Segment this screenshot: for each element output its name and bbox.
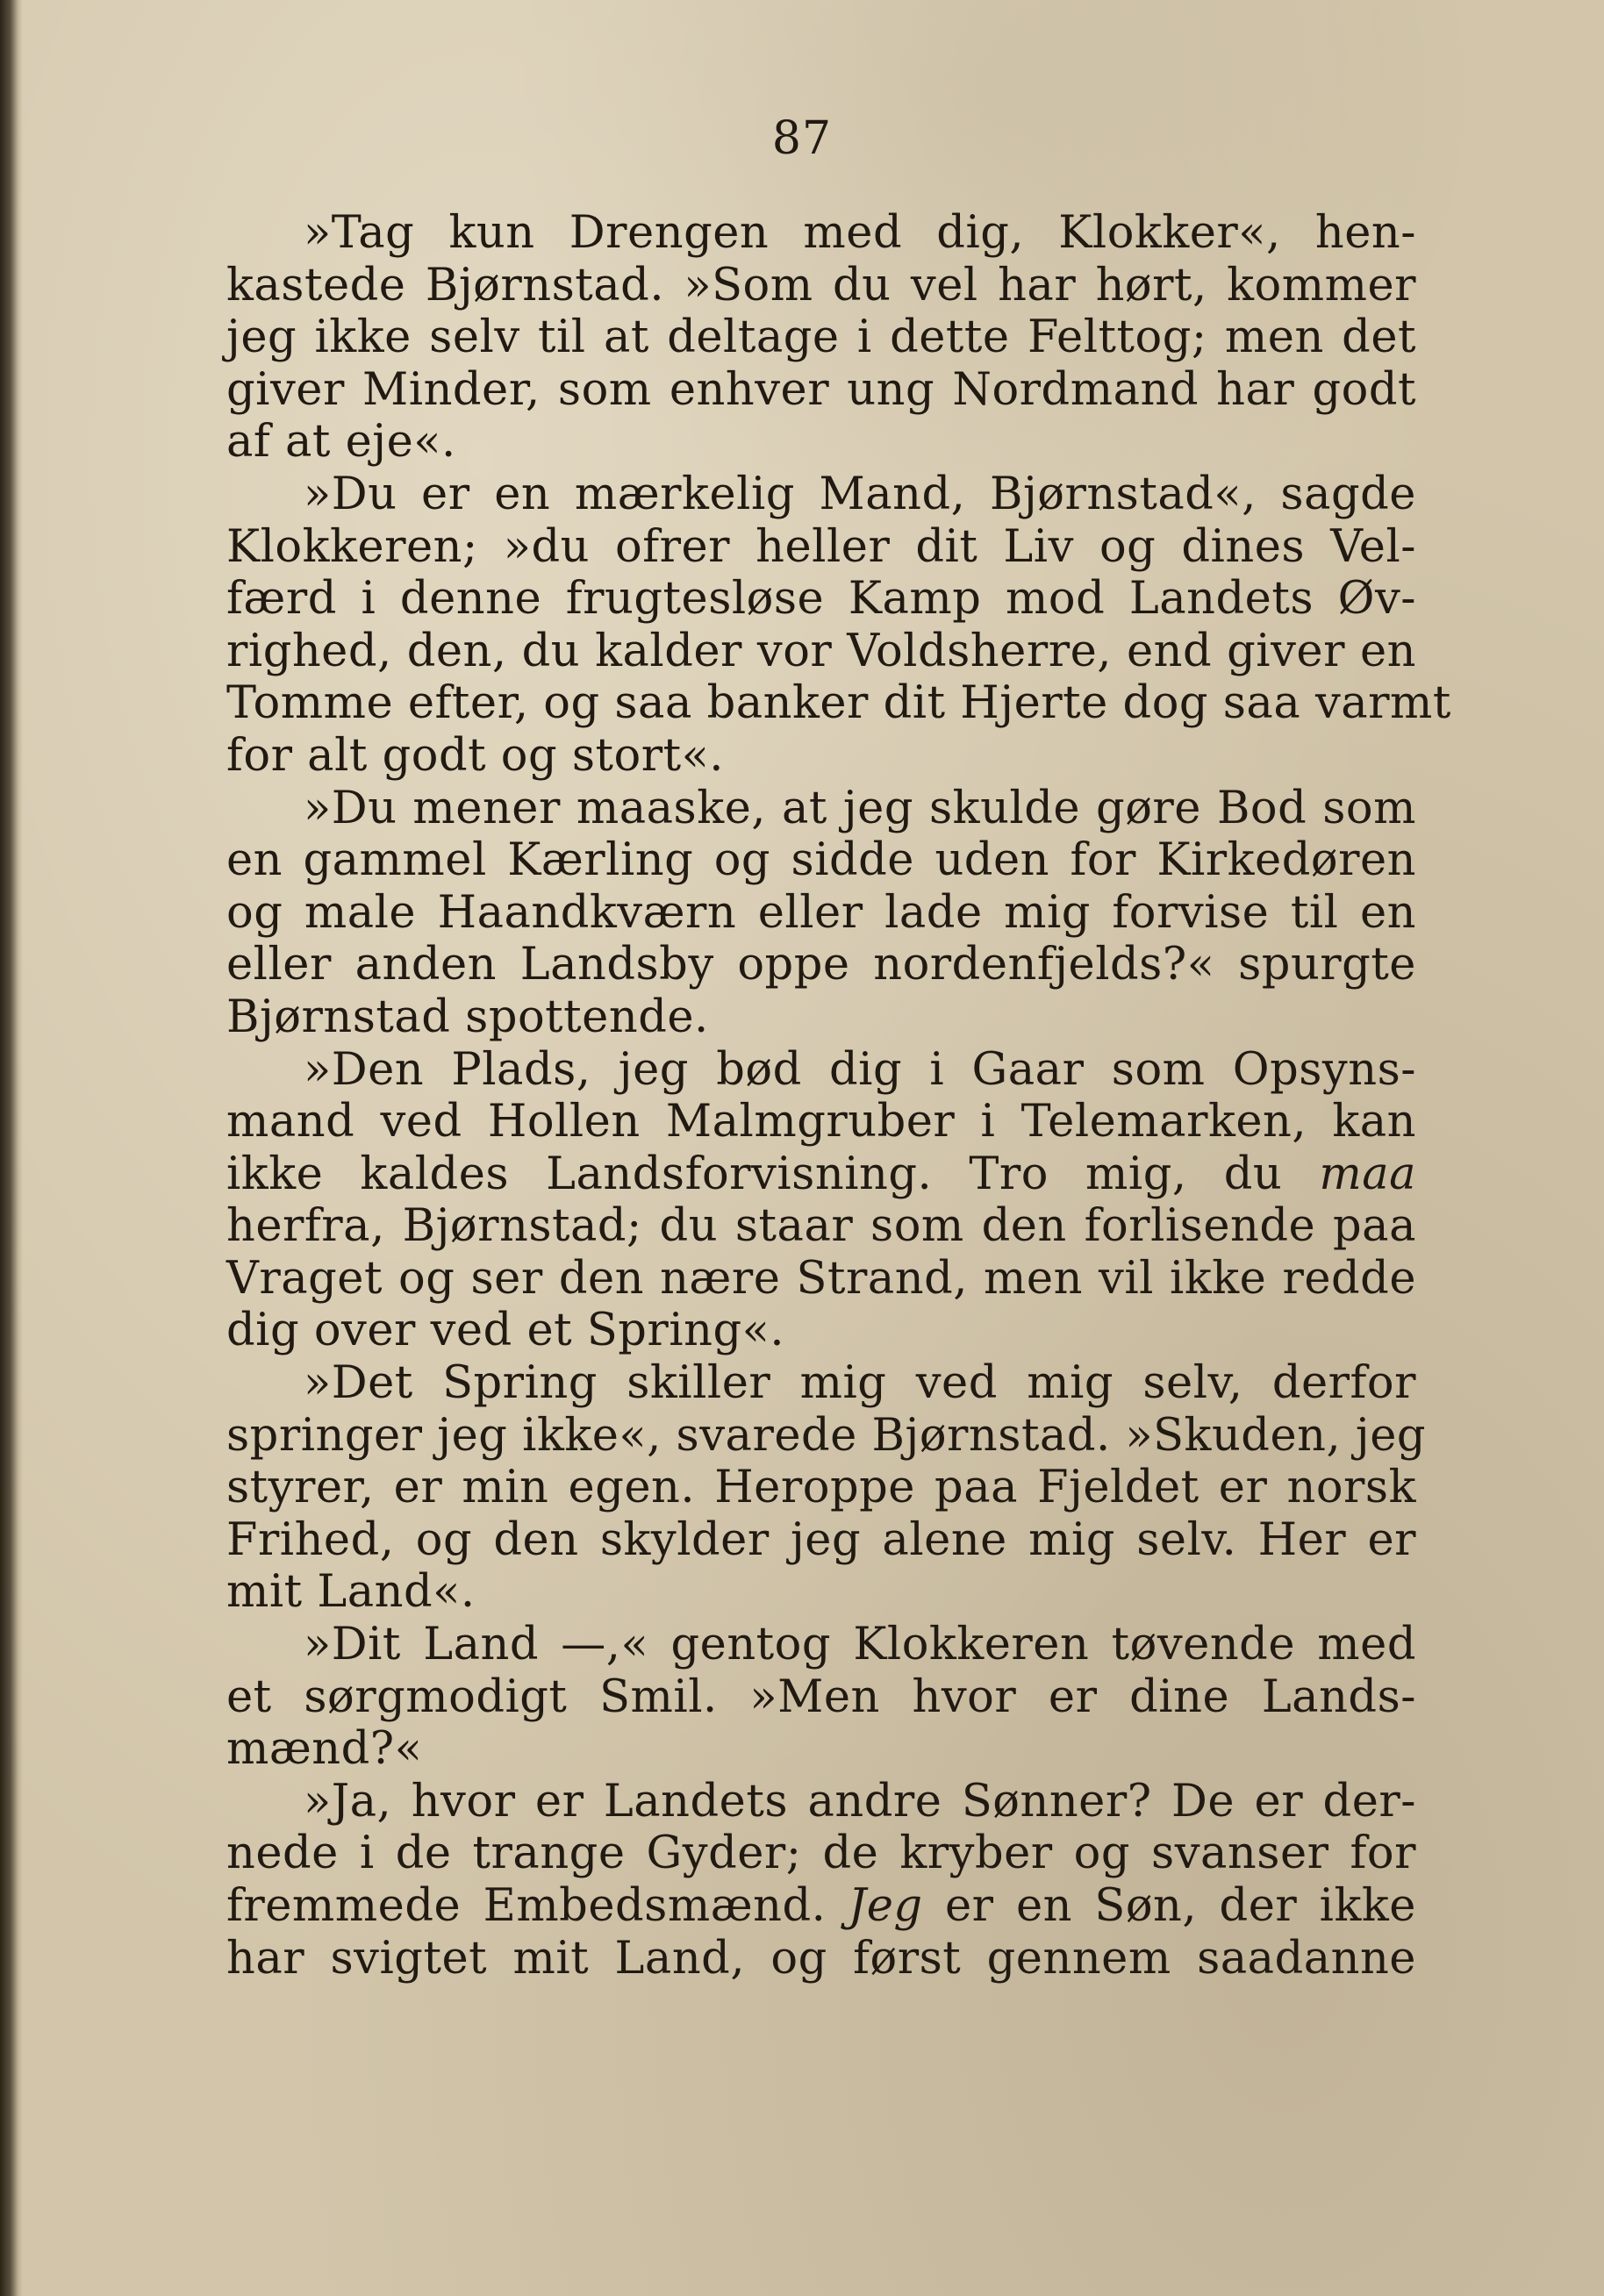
text-line: kastede Bjørnstad. »Som du vel har hørt, kommer [226,259,1416,311]
text-line: og male Haandkværn eller lade mig forvise til en [226,886,1416,939]
text-line: mit Land«. [226,1566,476,1619]
text-line: en gammel Kærling og sidde uden for Kirkedøren [226,834,1416,887]
text-line: »Den Plads, jeg bød dig i Gaar som Opsyns- [304,1043,1416,1096]
italic-word: maa [1319,1148,1416,1200]
text-line [226,1880,1416,1933]
text-line: nede i de trange Gyder; de kryber og svanser for [226,1828,1416,1880]
text-line: giver Minder, som enhver ung Nordmand har godt [226,363,1416,416]
text-line: »Du er en mærkelig Mand, Bjørnstad«, sagde [304,468,1416,520]
text-segment: fremmede Embedsmænd. [226,1880,849,1932]
text-line [226,1148,1416,1201]
page-number: 87 [771,112,833,165]
text-line: »Det Spring skiller mig ved mig selv, derfor [304,1357,1416,1410]
text-segment: er en Søn, der ikke [922,1880,1416,1932]
text-line: et sørgmodigt Smil. »Men hvor er dine Lands- [226,1670,1416,1723]
text-line: »Tag kun Drengen med dig, Klokker«, hen- [304,207,1416,259]
text-line: Frihed, og den skylder jeg alene mig selv. Her er [226,1513,1416,1566]
text-line: jeg ikke selv til at deltage i dette Felttog; men det [226,311,1416,364]
text-line: af at eje«. [226,416,456,468]
text-line: for alt godt og stort«. [226,729,725,782]
text-line: »Du mener maaske, at jeg skulde gøre Bod som [304,782,1416,834]
text-line: Vraget og ser den nære Strand, men vil ikke redde [226,1252,1416,1305]
text-line: dig over ved et Spring«. [226,1305,785,1357]
text-line: »Dit Land —,« gentog Klokkeren tøvende med [304,1619,1416,1671]
text-line: »Ja, hvor er Landets andre Sønner? De er der- [304,1775,1416,1828]
text-line: Tomme efter, og saa banker dit Hjerte dog saa varmt [226,677,1451,730]
text-line: mænd?« [226,1723,423,1776]
text-line: Bjørnstad spottende. [226,991,709,1043]
text-line: springer jeg ikke«, svarede Bjørnstad. »Skuden, jeg [226,1409,1427,1462]
text-line: righed, den, du kalder vor Voldsherre, end giver en [226,625,1416,677]
body-text [226,207,1451,1985]
text-line: færd i denne frugtesløse Kamp mod Landets Øv- [226,573,1416,626]
text-line: har svigtet mit Land, og først gennem saadanne [226,1932,1416,1985]
text-line: mand ved Hollen Malmgruber i Telemarken, kan [226,1096,1416,1148]
text-line: eller anden Landsby oppe nordenfjelds?« spurgte [226,939,1416,991]
text-line: herfra, Bjørnstad; du staar som den forlisende paa [226,1200,1416,1253]
text-segment: ikke kaldes Landsforvisning. Tro mig, du [226,1148,1320,1200]
text-line: styrer, er min egen. Heroppe paa Fjeldet er norsk [226,1462,1416,1514]
text-line: Klokkeren; »du ofrer heller dit Liv og dines Vel- [226,520,1416,573]
italic-word: Jeg [848,1880,923,1932]
page-spine-shadow [0,0,23,2296]
